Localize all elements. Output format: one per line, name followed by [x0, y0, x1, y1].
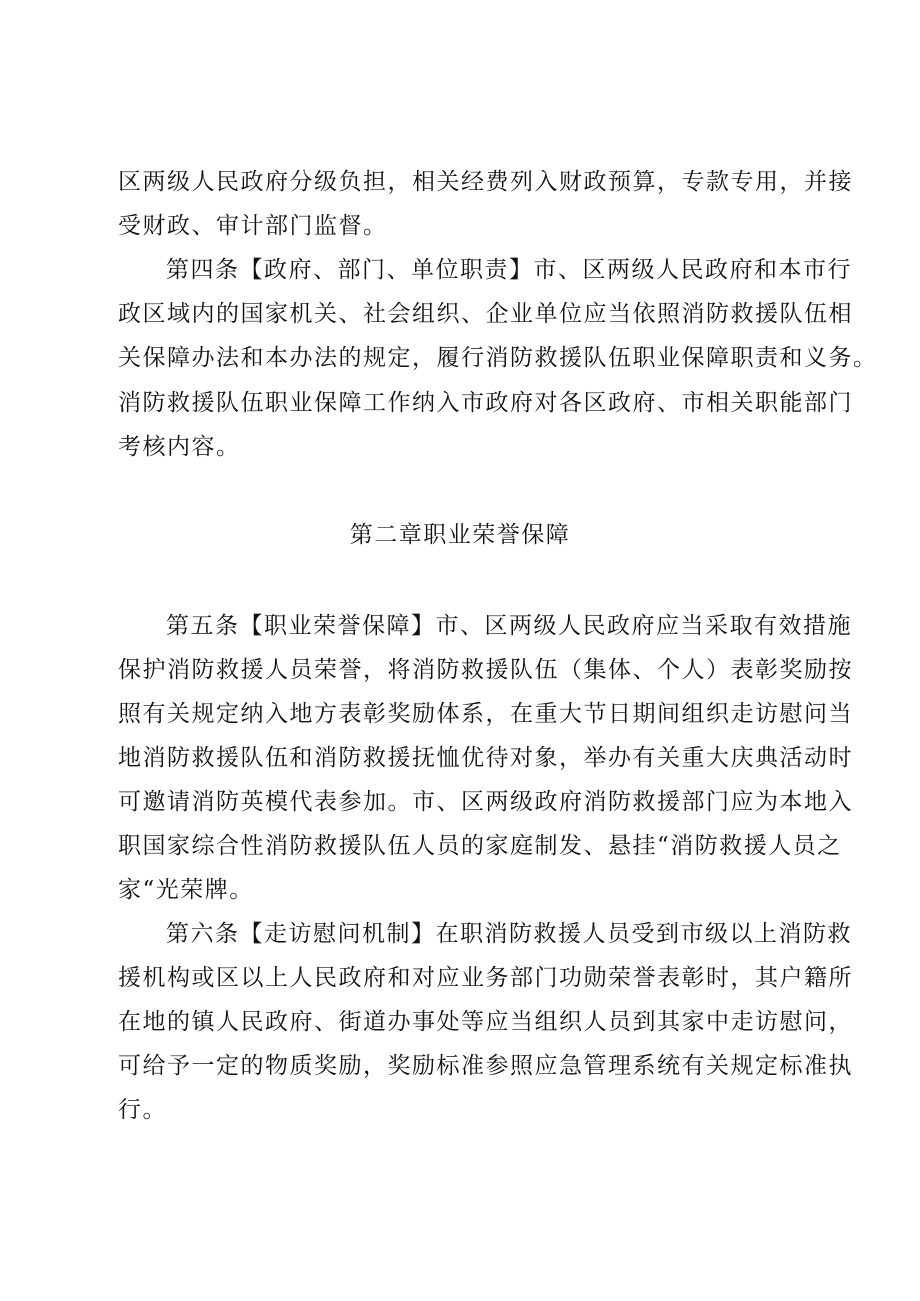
- text-line: 可给予一定的物质奖励，奖励标准参照应急管理系统有关规定标准执: [118, 1053, 853, 1079]
- text-line: 照有关规定纳入地方表彰奖励体系，在重大节日期间组织走访慰问当: [118, 701, 853, 727]
- text-line: 消防救援队伍职业保障工作纳入市政府对各区政府、市相关职能部门: [118, 390, 853, 416]
- text-line: 在地的镇人民政府、街道办事处等应当组织人员到其家中走访慰问，: [118, 1009, 853, 1035]
- text-line: 关保障办法和本办法的规定，履行消防救援队伍职业保障职责和义务。: [118, 345, 878, 371]
- text-line: 区两级人民政府分级负担，相关经费列入财政预算，专款专用，并接: [118, 169, 853, 195]
- text-line: 行。: [118, 1097, 167, 1123]
- text-line: 保护消防救援人员荣誉，将消防救援队伍（集体、个人）表彰奖励按: [118, 657, 853, 683]
- text-line: 职国家综合性消防救援队伍人员的家庭制发、悬挂“消防救援人员之: [118, 833, 842, 859]
- text-line: 政区域内的国家机关、社会组织、企业单位应当依照消防救援队伍相: [118, 301, 853, 327]
- article-4-start: 第四条【政府、部门、单位职责】市、区两级人民政府和本市行: [166, 257, 852, 283]
- text-line: 地消防救援队伍和消防救援抚恤优待对象，举办有关重大庆典活动时: [118, 745, 853, 771]
- article-6-start: 第六条【走访慰问机制】在职消防救援人员受到市级以上消防救: [166, 921, 852, 947]
- chapter-heading: 第二章职业荣誉保障: [349, 522, 571, 548]
- text-line: 家“光荣牌。: [118, 877, 254, 903]
- text-line: 受财政、审计部门监督。: [118, 213, 388, 239]
- text-line: 援机构或区以上人民政府和对应业务部门功勋荣誉表彰时，其户籍所: [118, 965, 853, 991]
- text-line: 可邀请消防英模代表参加。市、区两级政府消防救援部门应为本地入: [118, 789, 853, 815]
- article-5-start: 第五条【职业荣誉保障】市、区两级人民政府应当采取有效措施: [166, 613, 852, 639]
- text-line: 考核内容。: [118, 434, 241, 460]
